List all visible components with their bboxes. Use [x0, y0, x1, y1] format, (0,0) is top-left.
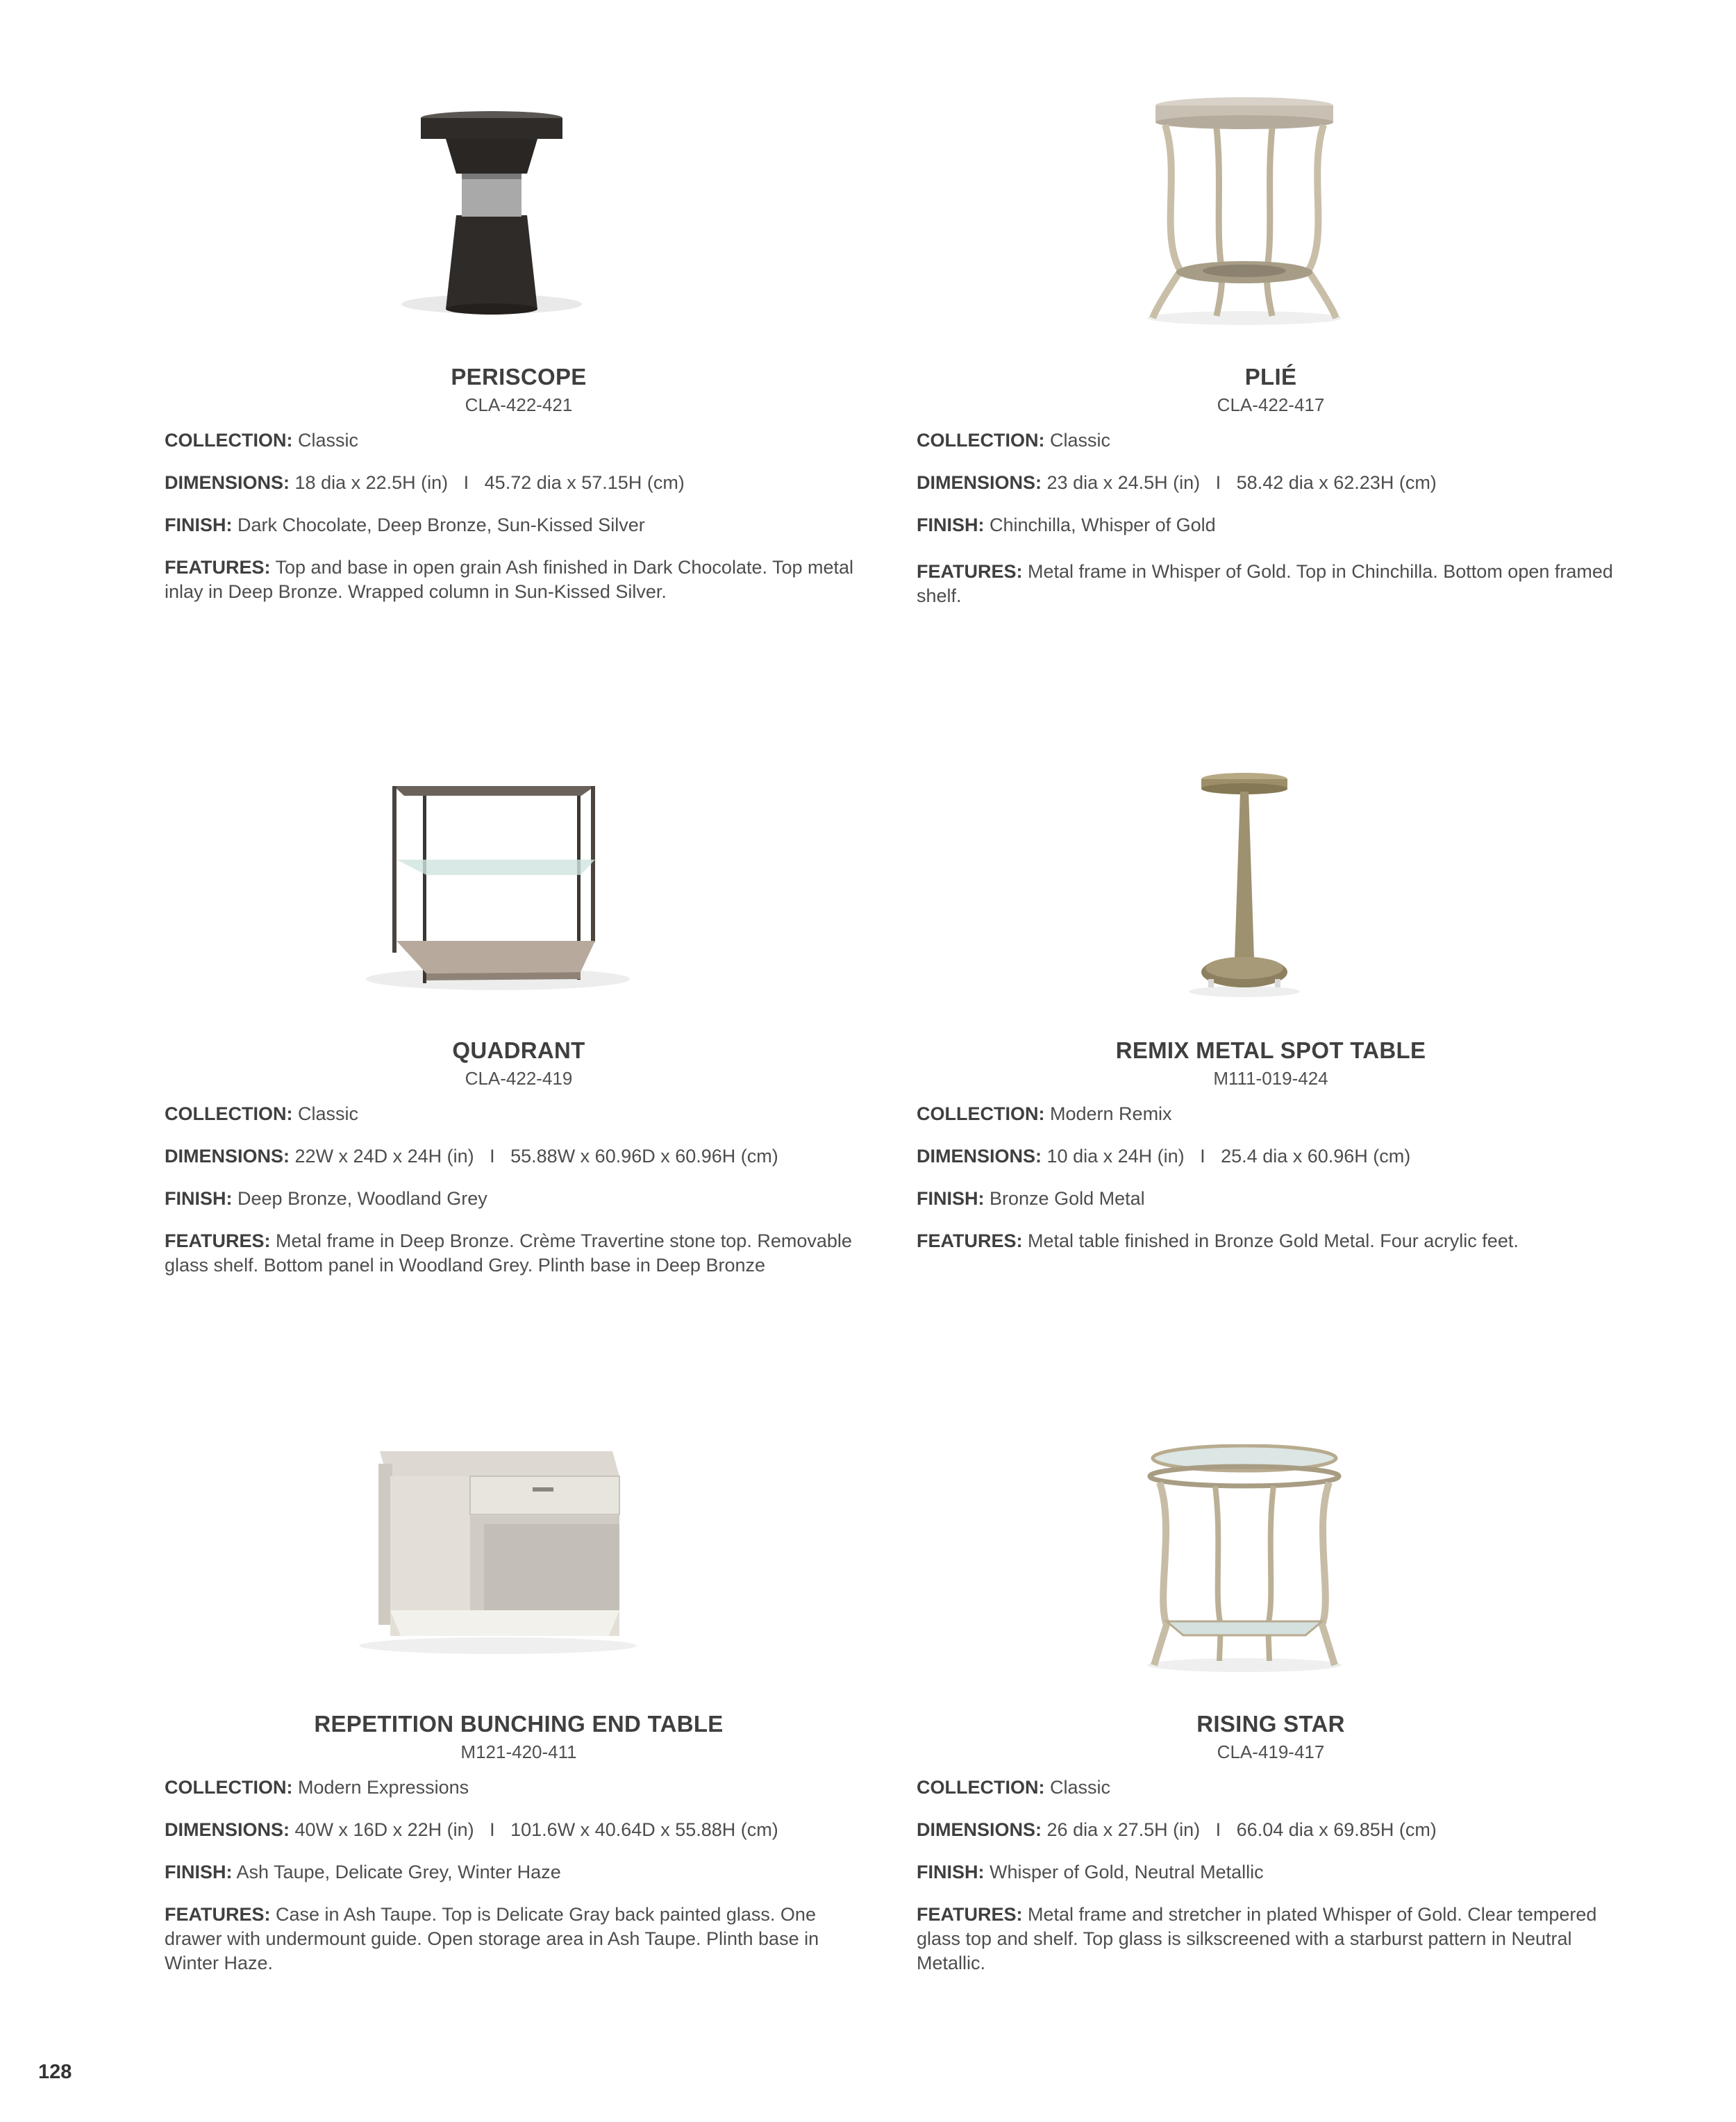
product-card-periscope	[165, 97, 873, 604]
collection-row	[917, 428, 1625, 453]
remix-spot-table-image	[917, 771, 1625, 1021]
features-row	[917, 1903, 1625, 1975]
page-number: 128	[38, 2061, 72, 2083]
dimensions-value: 26 dia x 27.5H (in) I 66.04 dia x 69.85H (cm)	[1046, 1819, 1437, 1840]
product-card-rising-star	[917, 1444, 1625, 1975]
collection-value: Classic	[1050, 430, 1111, 451]
finish-row	[917, 1187, 1625, 1211]
dimensions-label: DIMENSIONS:	[917, 472, 1042, 493]
quadrant-table-image	[165, 771, 873, 1021]
features-row	[165, 1229, 873, 1278]
product-sku: M121-420-411	[460, 1741, 577, 1762]
dimensions-value: 10 dia x 24H (in) I 25.4 dia x 60.96H (cm)	[1046, 1146, 1411, 1167]
finish-label: FINISH:	[917, 1862, 985, 1882]
collection-value: Modern Remix	[1050, 1103, 1172, 1124]
dimensions-label: DIMENSIONS:	[165, 472, 290, 493]
features-row	[917, 560, 1625, 608]
collection-row	[165, 1776, 873, 1800]
features-label: FEATURES:	[165, 1230, 271, 1251]
finish-label: FINISH:	[917, 515, 985, 535]
product-sku: M111-019-424	[1213, 1068, 1328, 1089]
product-name: REMIX METAL SPOT TABLE	[1115, 1037, 1426, 1063]
dimensions-value: 18 dia x 22.5H (in) I 45.72 dia x 57.15H (cm)	[294, 472, 685, 493]
collection-row	[165, 428, 873, 453]
product-name: QUADRANT	[452, 1037, 585, 1063]
periscope-table-image	[165, 97, 873, 347]
collection-row	[917, 1776, 1625, 1800]
product-card-remix-spot-table	[917, 771, 1625, 1253]
features-label: FEATURES:	[165, 1904, 271, 1925]
dimensions-value: 22W x 24D x 24H (in) I 55.88W x 60.96D x 60.96H (cm)	[294, 1146, 778, 1167]
collection-row	[165, 1102, 873, 1126]
collection-value: Modern Expressions	[298, 1777, 469, 1798]
product-sku: CLA-422-419	[465, 1068, 573, 1089]
features-label: FEATURES:	[165, 557, 271, 578]
dimensions-label: DIMENSIONS:	[917, 1819, 1042, 1840]
collection-label: COLLECTION:	[165, 1777, 293, 1798]
product-card-plie	[917, 97, 1625, 608]
dimensions-label: DIMENSIONS:	[917, 1146, 1042, 1167]
finish-value: Deep Bronze, Woodland Grey	[237, 1188, 487, 1209]
finish-value: Whisper of Gold, Neutral Metallic	[990, 1862, 1264, 1882]
finish-label: FINISH:	[165, 515, 233, 535]
dimensions-row	[917, 471, 1625, 495]
finish-row	[165, 1187, 873, 1211]
features-value: Metal table finished in Bronze Gold Metal. Four acrylic feet.	[1028, 1230, 1519, 1251]
product-sku: CLA-422-421	[465, 394, 573, 415]
finish-value: Bronze Gold Metal	[990, 1188, 1145, 1209]
finish-row	[165, 1860, 873, 1885]
features-label: FEATURES:	[917, 1230, 1023, 1251]
product-name: REPETITION BUNCHING END TABLE	[314, 1711, 724, 1737]
features-value: Top and base in open grain Ash finished in Dark Chocolate. Top metal inlay in Deep Bronze. Wrapped column in Sun-Kissed Silver.	[165, 557, 854, 602]
collection-value: Classic	[298, 430, 359, 451]
collection-label: COLLECTION:	[917, 1103, 1045, 1124]
dimensions-row	[165, 1144, 873, 1169]
finish-value: Chinchilla, Whisper of Gold	[990, 515, 1216, 535]
dimensions-row	[917, 1144, 1625, 1169]
dimensions-row	[165, 471, 873, 495]
collection-label: COLLECTION:	[165, 1103, 293, 1124]
collection-row	[917, 1102, 1625, 1126]
product-name: PLIÉ	[1244, 364, 1297, 390]
collection-label: COLLECTION:	[917, 430, 1045, 451]
repetition-end-table-image	[165, 1444, 873, 1694]
dimensions-value: 23 dia x 24.5H (in) I 58.42 dia x 62.23H (cm)	[1046, 472, 1437, 493]
collection-label: COLLECTION:	[917, 1777, 1045, 1798]
plie-table-image	[917, 97, 1625, 347]
product-card-quadrant	[165, 771, 873, 1278]
dimensions-value: 40W x 16D x 22H (in) I 101.6W x 40.64D x 55.88H (cm)	[294, 1819, 778, 1840]
finish-row	[917, 1860, 1625, 1885]
features-label: FEATURES:	[917, 561, 1023, 582]
dimensions-label: DIMENSIONS:	[165, 1146, 290, 1167]
collection-value: Classic	[298, 1103, 359, 1124]
finish-row	[165, 513, 873, 537]
finish-label: FINISH:	[917, 1188, 985, 1209]
product-name: RISING STAR	[1196, 1711, 1345, 1737]
collection-label: COLLECTION:	[165, 430, 293, 451]
dimensions-label: DIMENSIONS:	[165, 1819, 290, 1840]
features-value: Metal frame and stretcher in plated Whisper of Gold. Clear tempered glass top and shelf. Top glass is silkscreened with a starburst pattern in Neutral Metallic.	[917, 1904, 1597, 1973]
features-label: FEATURES:	[917, 1904, 1023, 1925]
product-name: PERISCOPE	[451, 364, 587, 390]
finish-row	[917, 513, 1625, 537]
features-row	[917, 1229, 1625, 1253]
finish-label: FINISH:	[165, 1188, 233, 1209]
collection-value: Classic	[1050, 1777, 1111, 1798]
product-sku: CLA-422-417	[1217, 394, 1325, 415]
dimensions-row	[917, 1818, 1625, 1842]
features-value: Metal frame in Whisper of Gold. Top in Chinchilla. Bottom open framed shelf.	[917, 561, 1613, 606]
finish-value: Ash Taupe, Delicate Grey, Winter Haze	[236, 1862, 561, 1882]
features-row	[165, 555, 873, 604]
product-sku: CLA-419-417	[1217, 1741, 1325, 1762]
product-card-repetition-end-table	[165, 1444, 873, 1975]
finish-label: FINISH:	[165, 1862, 233, 1882]
rising-star-table-image	[917, 1444, 1625, 1694]
finish-value: Dark Chocolate, Deep Bronze, Sun-Kissed Silver	[237, 515, 645, 535]
features-value: Case in Ash Taupe. Top is Delicate Gray back painted glass. One drawer with undermount guide. Open storage area in Ash Taupe. Plinth base in Winter Haze.	[165, 1904, 819, 1973]
dimensions-row	[165, 1818, 873, 1842]
features-value: Metal frame in Deep Bronze. Crème Travertine stone top. Removable glass shelf. Bottom panel in Woodland Grey. Plinth base in Deep Bronze	[165, 1230, 852, 1276]
features-row	[165, 1903, 873, 1975]
